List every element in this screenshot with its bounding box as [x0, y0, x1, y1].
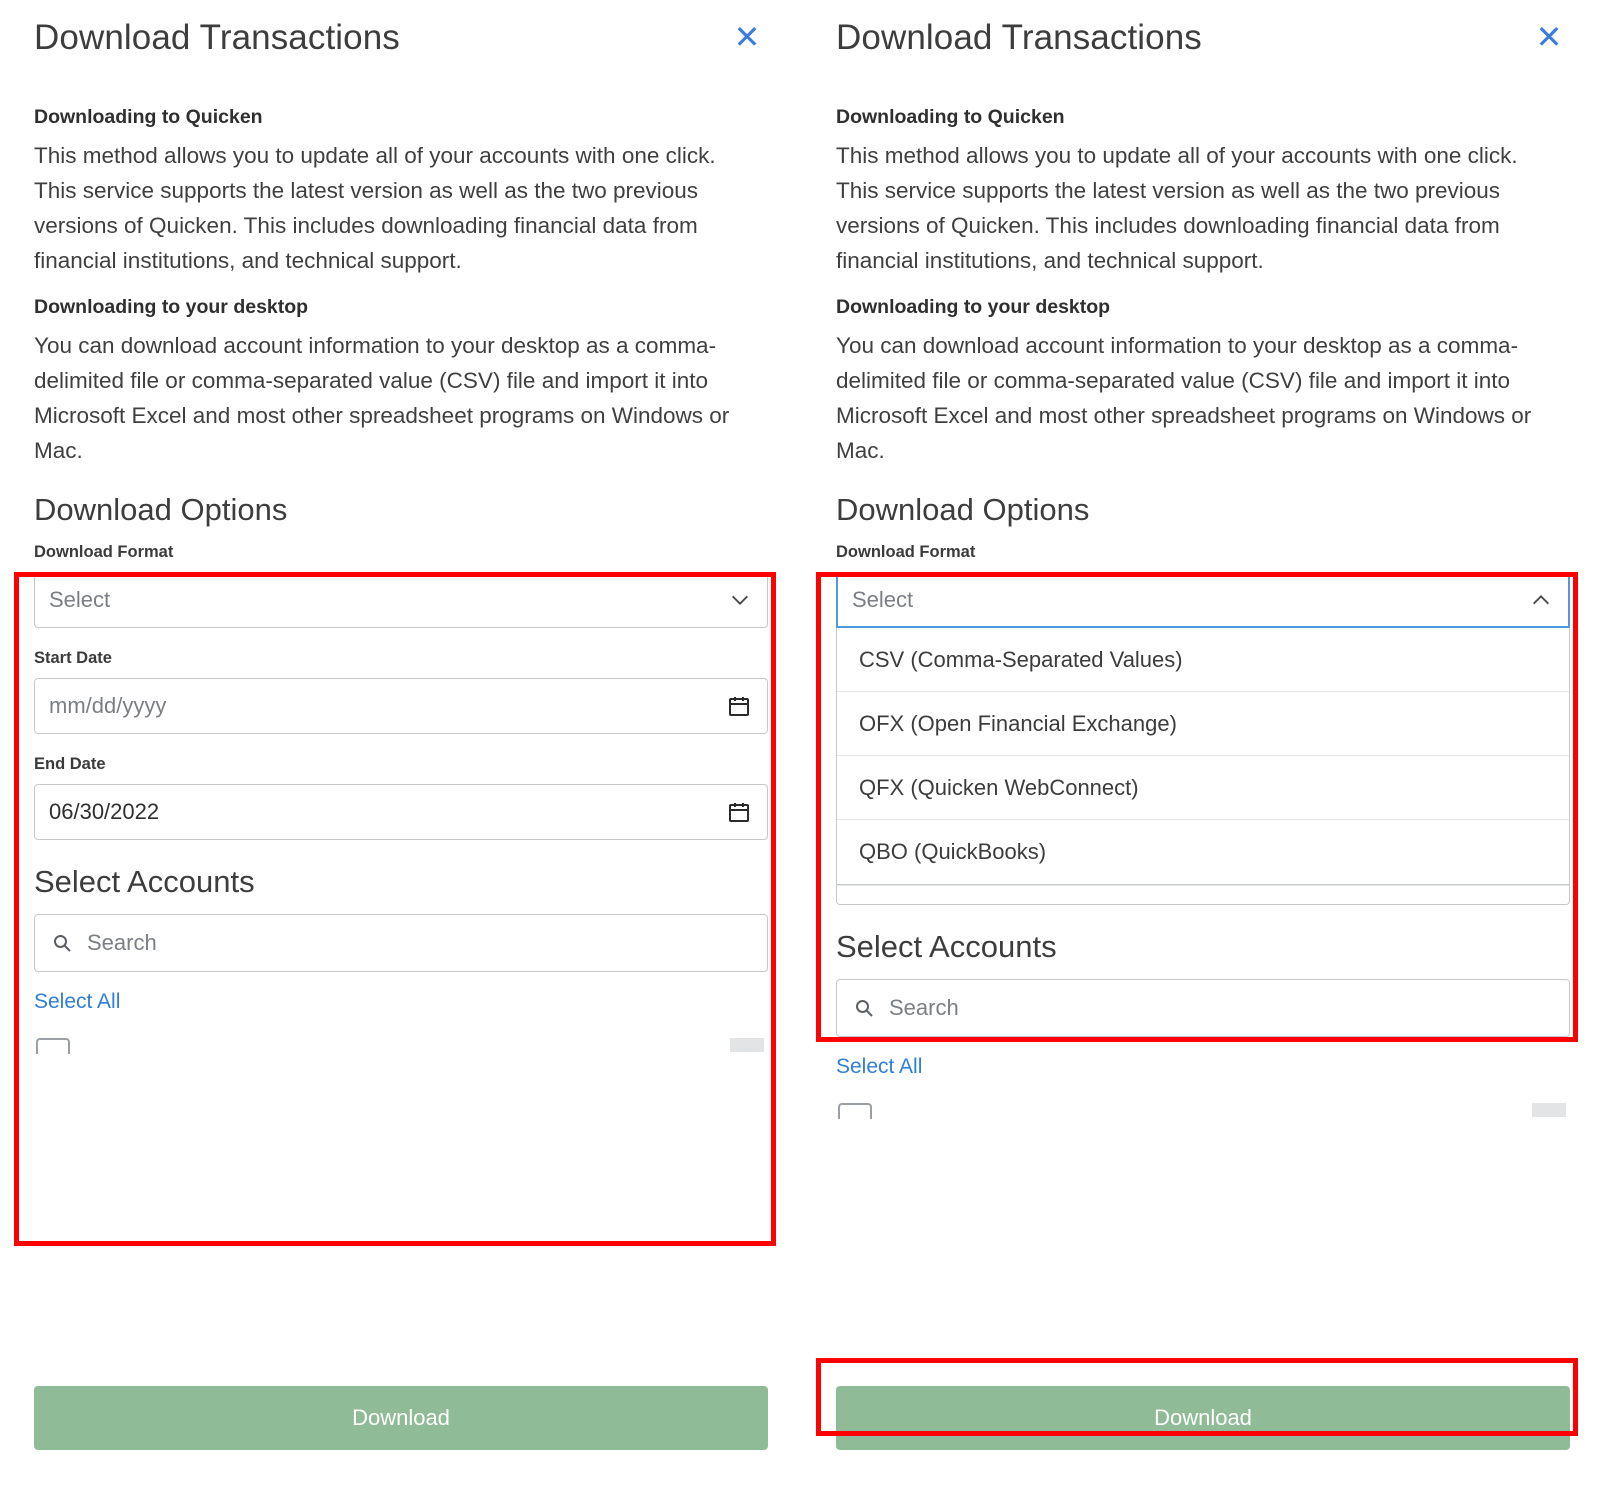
account-search-input[interactable] — [836, 979, 1570, 1037]
chevron-down-icon — [729, 589, 751, 611]
page-title: Download Transactions — [836, 18, 1202, 57]
search-icon — [854, 998, 874, 1018]
download-format-select[interactable] — [34, 572, 768, 628]
start-date-label: Start Date — [34, 649, 112, 667]
calendar-icon[interactable] — [727, 800, 751, 824]
close-icon[interactable]: ✕ — [733, 19, 761, 55]
dialog-footer — [836, 1386, 1570, 1450]
account-checkbox[interactable] — [838, 1103, 872, 1119]
account-balance-label — [730, 1038, 764, 1052]
page-title: Download Transactions — [34, 18, 400, 57]
account-list-row-clipped[interactable] — [836, 1097, 1570, 1123]
end-date-value: 06/30/2022 — [49, 799, 160, 824]
chevron-up-icon — [1530, 589, 1552, 611]
section-body-quicken: This method allows you to update all of your accounts with one click. This service supports the latest version as well as the two previous versions of Quicken. This includes downloading financial data from financial institutions, and technical support. — [34, 143, 716, 273]
section-heading-desktop: Downloading to your desktop — [34, 296, 309, 318]
download-format-select[interactable] — [836, 572, 1570, 628]
dialog-header — [836, 0, 1570, 86]
start-date-value: mm/dd/yyyy — [49, 693, 167, 718]
select-accounts-title: Select Accounts — [836, 929, 1057, 964]
section-body-desktop: You can download account information to your desktop as a comma-delimited file or comma-separated value (CSV) file and import it into Microsoft Excel and most other spreadsheet programs on Windows or Mac. — [836, 333, 1532, 463]
section-body-desktop: You can download account information to your desktop as a comma-delimited file or comma-separated value (CSV) file and import it into Microsoft Excel and most other spreadsheet programs on Windows or Mac. — [34, 333, 730, 463]
dropdown-option-ofx[interactable]: OFX (Open Financial Exchange) — [837, 692, 1569, 756]
account-search-input[interactable] — [34, 914, 768, 972]
end-date-label: End Date — [34, 755, 106, 773]
account-balance-label — [1532, 1103, 1566, 1117]
download-format-label: Download Format — [836, 543, 976, 561]
account-checkbox[interactable] — [36, 1038, 70, 1054]
download-options-title: Download Options — [836, 492, 1090, 527]
section-heading-quicken: Downloading to Quicken — [836, 106, 1065, 128]
download-format-value: Select — [852, 587, 914, 612]
account-list-row-clipped[interactable] — [34, 1032, 768, 1058]
account-search-value: Search — [87, 930, 157, 955]
download-button[interactable]: Download — [34, 1386, 768, 1450]
account-search-value: Search — [889, 995, 959, 1020]
section-body-quicken: This method allows you to update all of your accounts with one click. This service supports the latest version as well as the two previous versions of Quicken. This includes downloading financial data from financial institutions, and technical support. — [836, 143, 1518, 273]
download-format-value: Select — [49, 587, 111, 612]
dropdown-option-qbo[interactable]: QBO (QuickBooks) — [859, 839, 1047, 864]
select-accounts-title: Select Accounts — [34, 864, 255, 899]
section-heading-desktop: Downloading to your desktop — [836, 296, 1111, 318]
select-all-link[interactable]: Select All — [836, 1055, 923, 1078]
dropdown-list-edge — [836, 885, 1570, 905]
download-format-dropdown-list — [836, 628, 1570, 885]
section-heading-quicken: Downloading to Quicken — [34, 106, 263, 128]
calendar-icon[interactable] — [727, 694, 751, 718]
end-date-input[interactable] — [34, 784, 768, 840]
dropdown-option-qfx[interactable]: QFX (Quicken WebConnect) — [837, 756, 1569, 820]
dialog-after-state — [802, 0, 1604, 1494]
dialog-footer — [34, 1386, 768, 1450]
close-icon[interactable]: ✕ — [1535, 19, 1563, 55]
start-date-input[interactable] — [34, 678, 768, 734]
download-format-label: Download Format — [34, 543, 174, 561]
download-button[interactable]: Download — [836, 1386, 1570, 1450]
download-options-title: Download Options — [34, 492, 288, 527]
dropdown-option-csv[interactable]: CSV (Comma-Separated Values) — [837, 628, 1569, 692]
dialog-header — [34, 0, 768, 86]
select-all-link[interactable]: Select All — [34, 990, 121, 1013]
search-icon — [52, 933, 72, 953]
